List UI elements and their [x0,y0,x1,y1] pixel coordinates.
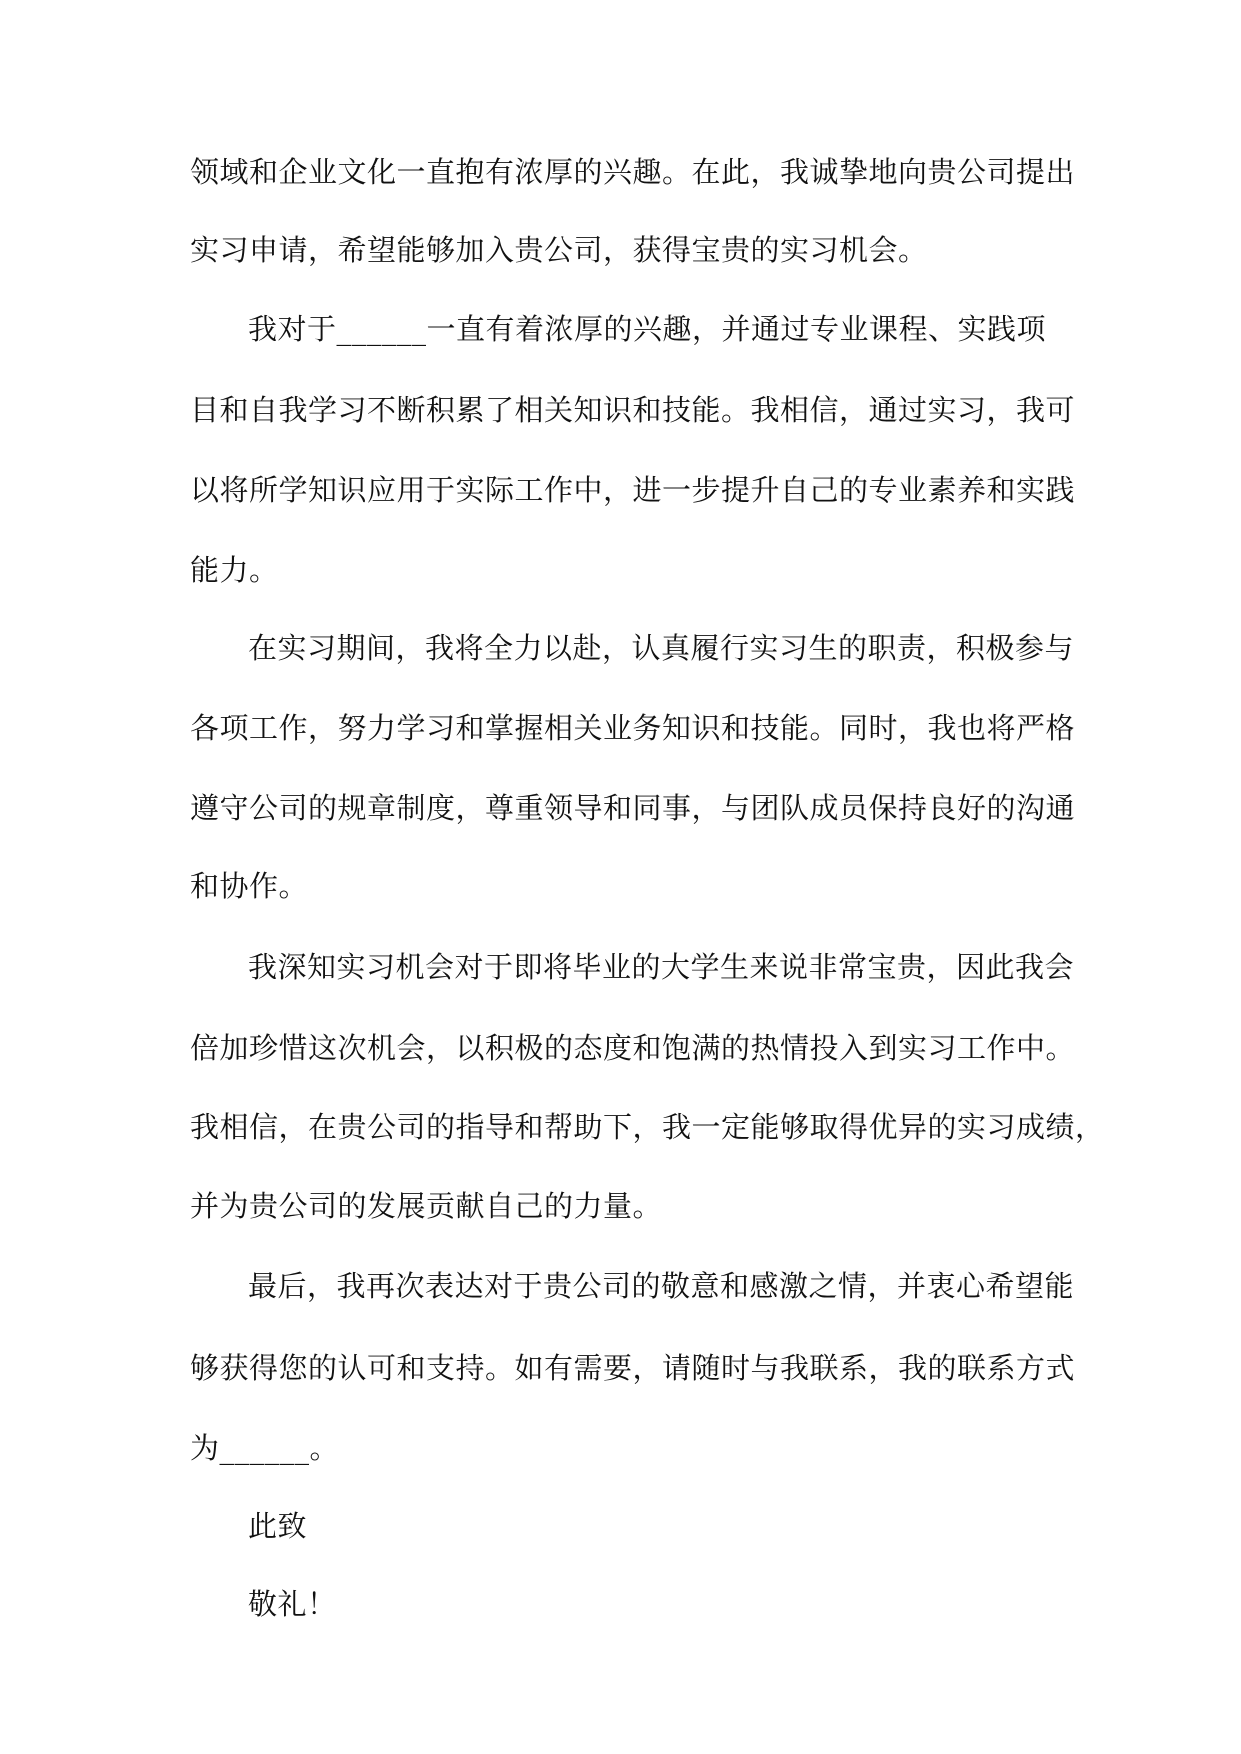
paragraph-line: 目和自我学习不断积累了相关知识和技能。我相信，通过实习，我可 [190,393,1076,427]
paragraph-line: 能力。 [190,553,279,587]
paragraph-line: 各项工作，努力学习和掌握相关业务知识和技能。同时，我也将严格 [190,711,1076,745]
paragraph-start-line: 我对于______一直有着浓厚的兴趣，并通过专业课程、实践项 [248,312,1047,346]
paragraph-start-line: 最后，我再次表达对于贵公司的敬意和感激之情，并衷心希望能 [248,1269,1075,1303]
paragraph-line: 以将所学知识应用于实际工作中，进一步提升自己的专业素养和实践 [190,473,1076,507]
closing-salutation: 此致 [248,1509,308,1543]
paragraph-line: 和协作。 [190,869,309,903]
closing-regards: 敬礼！ [248,1587,337,1621]
paragraph-line: 遵守公司的规章制度，尊重领导和同事，与团队成员保持良好的沟通 [190,791,1076,825]
paragraph-start-line: 在实习期间，我将全力以赴，认真履行实习生的职责，积极参与 [248,631,1075,665]
paragraph-line: 我相信，在贵公司的指导和帮助下，我一定能够取得优异的实习成绩， [190,1110,1105,1144]
paragraph-line: 为______。 [190,1431,340,1465]
paragraph-line: 实习申请，希望能够加入贵公司，获得宝贵的实习机会。 [190,233,928,267]
paragraph-line: 领域和企业文化一直抱有浓厚的兴趣。在此，我诚挚地向贵公司提出 [190,155,1076,189]
paragraph-start-line: 我深知实习机会对于即将毕业的大学生来说非常宝贵，因此我会 [248,950,1075,984]
paragraph-line: 倍加珍惜这次机会，以积极的态度和饱满的热情投入到实习工作中。 [190,1031,1076,1065]
paragraph-line: 并为贵公司的发展贡献自己的力量。 [190,1189,663,1223]
paragraph-line: 够获得您的认可和支持。如有需要，请随时与我联系，我的联系方式 [190,1351,1076,1385]
